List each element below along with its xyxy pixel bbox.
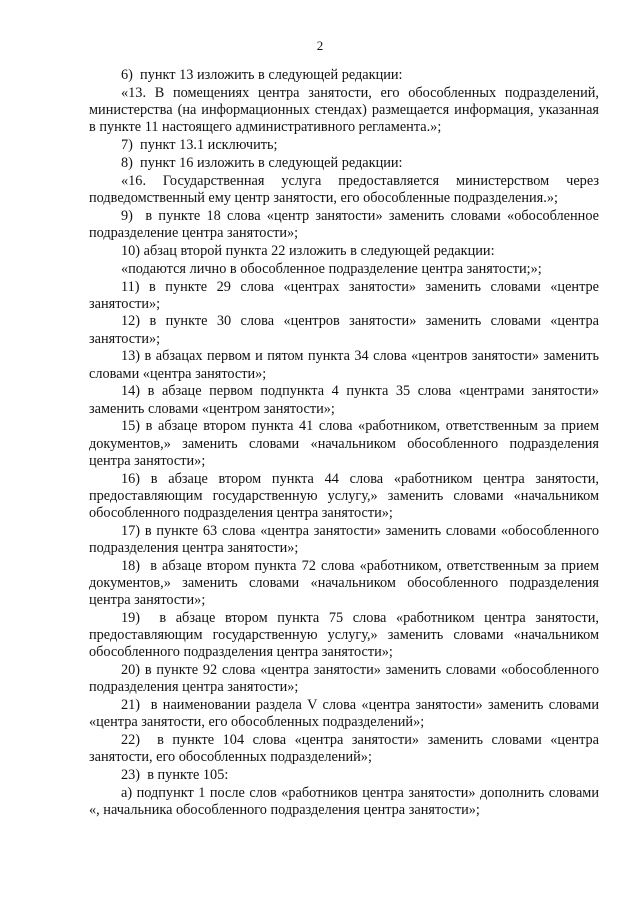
paragraph: «13. В помещениях центра занятости, его обособленных подразделений, министерства (на информационных стендах) размещается информация, указанная в пункте 11 настоящего административного регламента.»; [89,84,603,136]
paragraph: а) подпункт 1 после слов «работников центра занятости» дополнить словами «, начальника обособленного подразделения центра занятости»; [89,784,603,818]
paragraph: 8) пункт 16 изложить в следующей редакции: [121,154,403,171]
paragraph: «16. Государственная услуга предоставляется министерством через подведомственный ему центр занятости, его обособленные подразделения.»; [89,172,603,206]
paragraph: 16) в абзаце втором пункта 44 слова «работником центра занятости, предоставляющим государственную услугу,» заменить словами «начальником обособленного подразделения центра занятости»; [89,470,603,521]
paragraph: 10) абзац второй пункта 22 изложить в следующей редакции: [121,242,495,259]
paragraph: 20) в пункте 92 слова «центра занятости» заменить словами «обособленного подразделения центра занятости»; [89,661,603,695]
paragraph: 23) в пункте 105: [121,766,229,783]
paragraph: 18) в абзаце втором пункта 72 слова «работником, ответственным за прием документов,» заменить словами «начальником обособленного подразделения центра занятости»; [89,557,603,608]
paragraph: 7) пункт 13.1 исключить; [121,136,278,153]
paragraph: 9) в пункте 18 слова «центр занятости» заменить словами «обособленное подразделение центра занятости»; [89,207,603,241]
document-body [89,67,603,820]
paragraph: 15) в абзаце втором пункта 41 слова «работником, ответственным за прием документов,» заменить словами «начальником обособленного подразделения центра занятости»; [89,418,603,469]
paragraph: 21) в наименовании раздела V слова «центра занятости» заменить словами «центра занятости, его обособленных подразделений»; [89,696,603,730]
paragraph: 13) в абзацах первом и пятом пункта 34 слова «центров занятости» заменить словами «центра занятости»; [89,348,603,382]
paragraph: 11) в пункте 29 слова «центрах занятости» заменить словами «центре занятости»; [89,278,603,312]
paragraph: 6) пункт 13 изложить в следующей редакции: [121,67,403,83]
paragraph: 12) в пункте 30 слова «центров занятости» заменить словами «центра занятости»; [89,313,603,347]
paragraph: 19) в абзаце втором пункта 75 слова «работником центра занятости, предоставляющим государственную услугу,» заменить словами «начальником обособленного подразделения центра занятости»; [89,609,603,660]
paragraph: «подаются лично в обособленное подразделение центра занятости;»; [121,260,542,277]
paragraph: 17) в пункте 63 слова «центра занятости» заменить словами «обособленного подразделения центра занятости»; [89,522,603,556]
page-number: 2 [316,38,324,53]
paragraph: 14) в абзаце первом подпункта 4 пункта 35 слова «центрами занятости» заменить словами «центром занятости»; [89,383,603,417]
paragraph: 22) в пункте 104 слова «центра занятости» заменить словами «центра занятости, его обособленных подразделений»; [89,731,603,765]
